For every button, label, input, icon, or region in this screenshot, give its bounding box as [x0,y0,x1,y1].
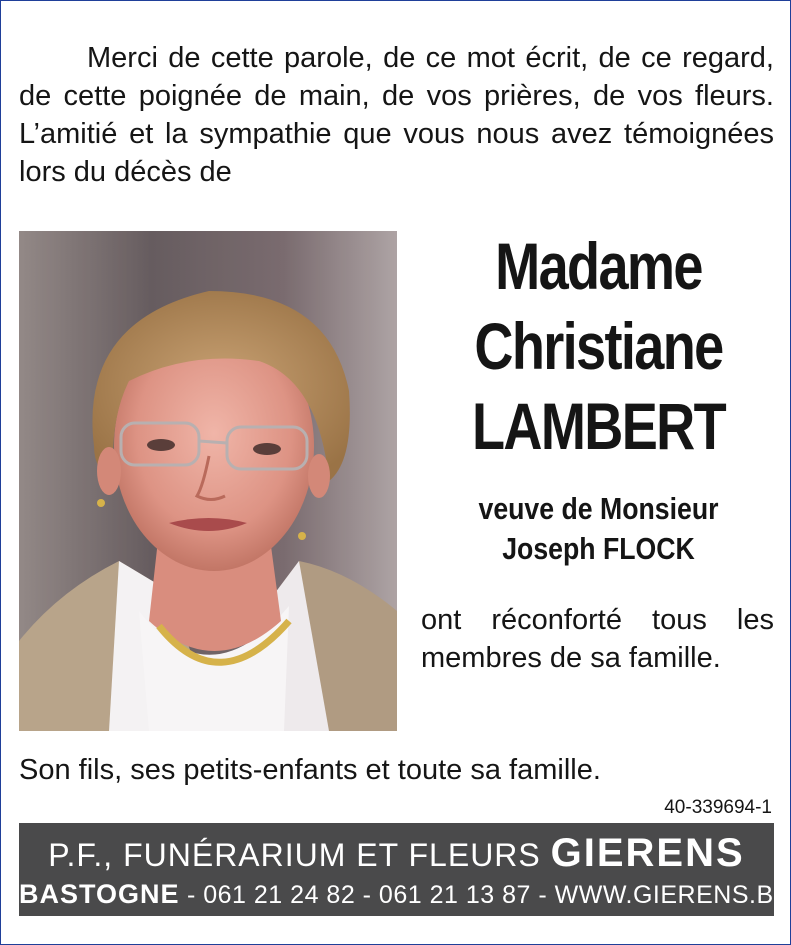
family-signature: Son fils, ses petits-enfants et toute sa famille. [19,754,601,786]
widow-of-line1: veuve de Monsieur [478,491,719,526]
banner-prefix: P.F., FUNÉRARIUM ET FLEURS [48,837,541,873]
portrait-photo [19,231,397,731]
intro-text: Merci de cette parole, de ce mot écrit, de ce regard, de cette poignée de main, de vos prières, de vos fleurs. L’amitié et la sympathie que vous nous avez témoignées lors du décès de [19,42,774,188]
comfort-text: ont réconforté tous les membres de sa famille. [421,604,774,674]
deceased-last-name: LAMBERT [471,389,726,463]
intro-paragraph [19,39,774,191]
banner-contact: - 061 21 24 82 - 061 21 13 87 - WWW.GIERENS.BE [179,881,791,909]
banner-city: BASTOGNE [19,879,180,909]
banner-line1 [19,831,774,875]
funeral-home-banner [19,823,791,916]
deceased-name [411,226,786,466]
banner-line2 [19,879,791,910]
reference-number: 40-339694-1 [664,797,772,818]
widow-of-line2: Joseph FLOCK [502,531,695,566]
deceased-title: Madame [495,229,702,303]
deceased-first-name: Christiane [474,309,723,383]
widow-of [411,489,786,569]
banner-brand: GIERENS [550,831,745,875]
portrait-image [19,231,397,731]
